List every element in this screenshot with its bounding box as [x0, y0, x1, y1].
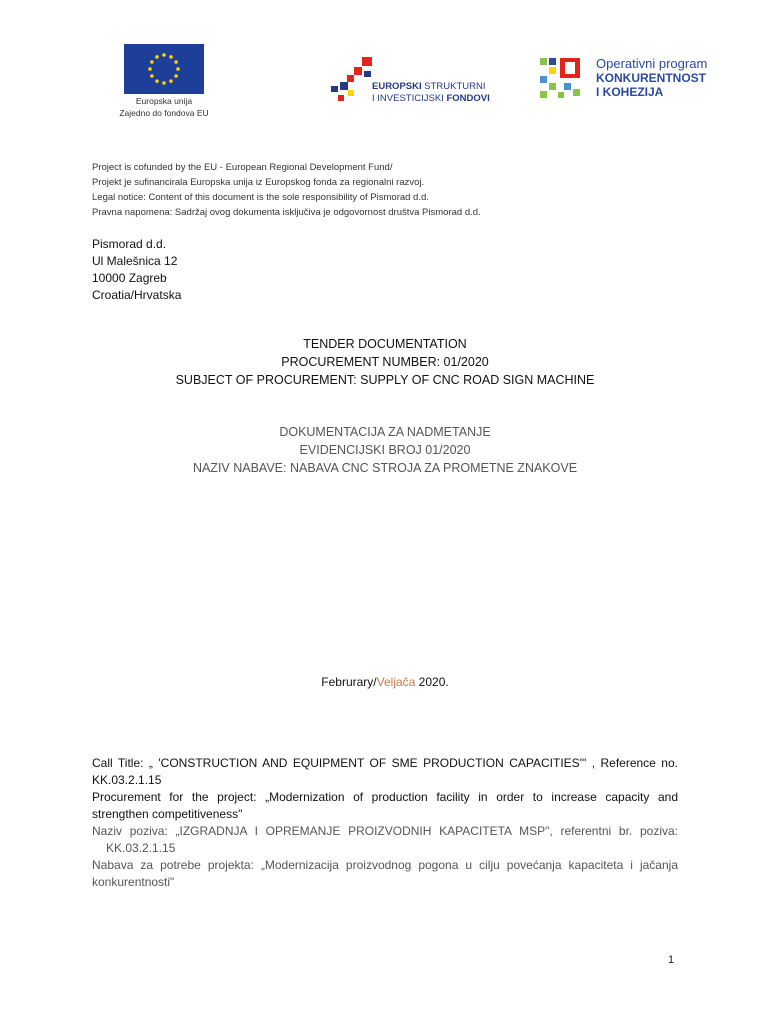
call-details: [92, 755, 678, 891]
eu-star: [174, 74, 178, 78]
call-title-line1: Call Title: „ 'CONSTRUCTION AND EQUIPMENT OF SME PRODUCTION CAPACITIES'" , Reference no.: [92, 756, 678, 770]
title-line: PROCUREMENT NUMBER: 01/2020: [281, 355, 489, 369]
title-line: EVIDENCIJSKI BROJ 01/2020: [299, 443, 471, 457]
nabava-line1: Nabava za potrebe projekta: „Modernizacija proizvodnog pogona u cilju povećanja kapaciteta i jačanja: [92, 858, 678, 872]
op-line2: KONKURENTNOST: [596, 71, 706, 85]
notice-line: Projekt je sufinancirala Europska unija iz Europskog fonda za regionalni razvoj.: [92, 177, 425, 188]
eu-star: [169, 79, 173, 83]
notice-line: Pravna napomena: Sadržaj ovog dokumenta isključiva je odgovornost društva Pismorad d.d.: [92, 207, 481, 218]
document-date: [0, 674, 770, 691]
eu-star: [162, 81, 166, 85]
op-mosaic-icon: [538, 56, 586, 100]
esi-funds-icon: [328, 55, 374, 105]
procurement-line1: Procurement for the project: „Modernization of production facility in order to increase capacity and: [92, 790, 678, 804]
eu-star: [148, 67, 152, 71]
call-reference: KK.03.2.1.15: [92, 773, 162, 787]
procurement-line2: strengthen competitiveness": [92, 807, 243, 821]
op-line3: I KOHEZIJA: [596, 85, 664, 99]
eu-flag-logo: [124, 44, 204, 94]
eu-caption-line2: Zajedno do fondova EU: [119, 108, 209, 118]
op-logo-text: [596, 56, 707, 99]
address-line: 10000 Zagreb: [92, 271, 167, 285]
title-line: NAZIV NABAVE: NABAVA CNC STROJA ZA PROMETNE ZNAKOVE: [192, 461, 578, 475]
esi-word-investicijski: I INVESTICIJSKI: [372, 93, 447, 104]
address-line: Pismorad d.d.: [92, 237, 167, 251]
eu-star: [162, 53, 166, 57]
title-line: TENDER DOCUMENTATION: [303, 337, 467, 351]
nabava-line2: konkurentnosti": [92, 875, 175, 889]
naziv-poziva-reference: KK.03.2.1.15: [106, 841, 176, 855]
eu-star: [150, 60, 154, 64]
tender-title-en: [0, 335, 770, 389]
eu-star: [176, 67, 180, 71]
address-line: Ul Malešnica 12: [92, 254, 178, 268]
date-year: 2020.: [415, 675, 449, 689]
eu-caption-line1: Europska unija: [135, 96, 193, 106]
page-number: 1: [668, 954, 675, 966]
title-line: SUBJECT OF PROCUREMENT: SUPPLY OF CNC ROAD SIGN MACHINE: [175, 373, 595, 387]
eu-star: [150, 74, 154, 78]
esi-word-fondovi: FONDOVI: [446, 93, 490, 104]
eu-star: [169, 55, 173, 59]
company-address: [92, 236, 181, 304]
esi-word-europski: EUROPSKI: [372, 81, 425, 92]
notice-line: Project is cofunded by the EU - European Regional Development Fund/: [92, 162, 393, 173]
date-month-en: Februrary/: [321, 675, 377, 689]
naziv-poziva-line1: Naziv poziva: „IZGRADNJA I OPREMANJE PROIZVODNIH KAPACITETA MSP", referentni br. poziva:: [92, 824, 678, 838]
esi-word-strukturni: STRUKTURNI: [424, 81, 486, 92]
eu-star: [155, 79, 159, 83]
op-line1: Operativni program: [596, 56, 708, 71]
eu-logo-caption: [104, 95, 224, 119]
address-line: Croatia/Hrvatska: [92, 288, 182, 302]
funding-notice: [92, 160, 481, 220]
eu-star: [174, 60, 178, 64]
date-month-hr: Veljača: [376, 675, 416, 689]
tender-title-hr: [0, 423, 770, 477]
title-line: DOKUMENTACIJA ZA NADMETANJE: [279, 425, 491, 439]
eu-star: [155, 55, 159, 59]
esi-funds-text: [372, 81, 490, 105]
notice-line: Legal notice: Content of this document is the sole responsibility of Pismorad d.d.: [92, 192, 429, 203]
